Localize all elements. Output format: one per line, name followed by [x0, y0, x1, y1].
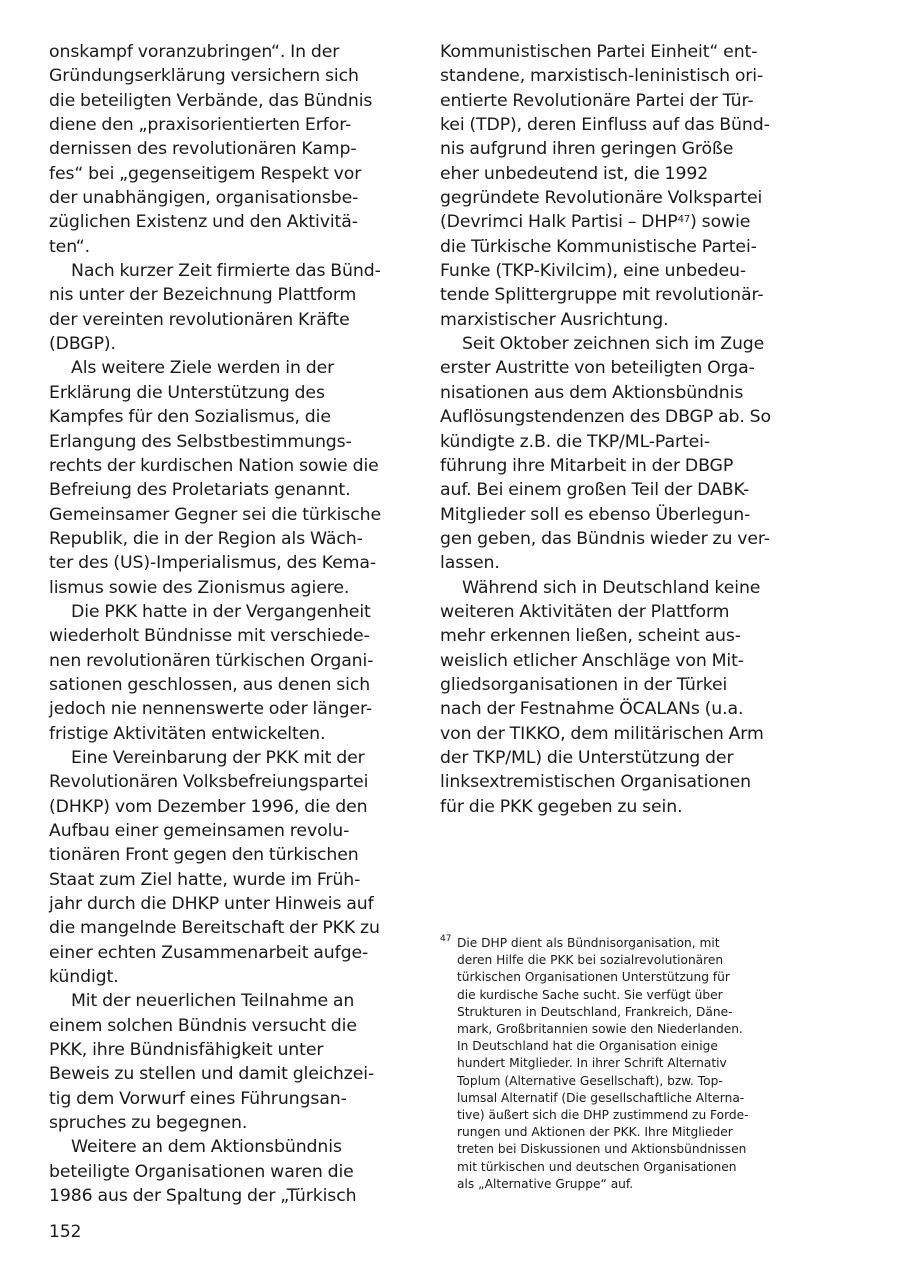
text-line: Gemeinsamer Gegner sei die türkische	[49, 504, 382, 525]
paragraph	[49, 989, 405, 1135]
text-line: jedoch nie nennenswerte oder länger-	[49, 699, 373, 720]
text-line: Die DHP dient als Bündnisorganisation, mit	[457, 936, 720, 950]
text-line: (DBGP).	[49, 334, 116, 355]
text-line: lassen.	[440, 553, 500, 574]
text-line: linksextremistischen Organisationen	[440, 772, 752, 793]
text-line: gen geben, das Bündnis wieder zu ver-	[440, 528, 770, 549]
text-line: weislich etlicher Anschläge von Mit-	[440, 650, 744, 671]
page-number: 152	[49, 1222, 82, 1242]
text-line: PKK, ihre Bündnisfähigkeit unter	[49, 1040, 324, 1061]
text-line: spruches zu begegnen.	[49, 1113, 248, 1134]
text-line: fes“ bei „gegenseitigem Respekt vor	[49, 163, 362, 184]
text-line: gegründete Revolutionäre Volkspartei	[440, 188, 763, 209]
text-line: Revolutionären Volksbefreiungspartei	[49, 772, 369, 793]
text-line: führung ihre Mitarbeit in der DBGP	[440, 455, 734, 476]
text-line: Auflösungstendenzen des DBGP ab. So	[440, 407, 772, 428]
text-line: weiteren Aktivitäten der Plattform	[440, 601, 730, 622]
text-line: mehr erkennen ließen, scheint aus-	[440, 626, 741, 647]
text-line: onskampf voranzubringen“. In der	[49, 42, 340, 62]
text-line: für die PKK gegeben zu sein.	[440, 796, 683, 817]
text-line: lumsal Alternatif (Die gesellschaftliche Alterna-	[457, 1090, 745, 1105]
text-line: fristige Aktivitäten entwickelten.	[49, 723, 326, 744]
text-line: rechts der kurdischen Nation sowie die	[49, 455, 379, 476]
text-line: Mit der neuerlichen Teilnahme an	[71, 991, 355, 1012]
paragraph	[49, 356, 405, 599]
text-line: Toplum (Alternative Gesellschaft), bzw. Top-	[457, 1073, 723, 1088]
text-line: Kommunistischen Partei Einheit“ ent-	[440, 42, 758, 62]
text-line: die mangelnde Bereitschaft der PKK zu	[49, 918, 380, 939]
paragraph	[49, 40, 405, 259]
footnote	[440, 935, 820, 1193]
text-line: mark, Großbritannien sowie den Niederlanden.	[457, 1022, 743, 1037]
text-line: eher unbedeutend ist, die 1992	[440, 163, 709, 184]
text-line: Strukturen in Deutschland, Frankreich, Däne-	[457, 1004, 733, 1019]
text-line: als „Alternative Gruppe“ auf.	[457, 1176, 634, 1191]
text-line: Beweis zu stellen und damit gleichzei-	[49, 1064, 375, 1085]
text-line: tive) äußert sich die DHP zustimmend zu Forde-	[457, 1108, 749, 1123]
text-line: wiederholt Bündnisse mit verschiede-	[49, 626, 370, 647]
text-line: auf. Bei einem großen Teil der DABK-	[440, 480, 750, 501]
text-line: dernissen des revolutionären Kamp-	[49, 139, 357, 160]
text-line: Funke (TKP-Kivilcim), eine unbedeu-	[440, 261, 746, 282]
footnote-text	[457, 935, 820, 1193]
text-line: einer echten Zusammenarbeit aufge-	[49, 942, 369, 963]
text-line: Gründungserklärung versichern sich	[49, 66, 359, 87]
text-line: entierte Revolutionäre Partei der Tür-	[440, 90, 754, 111]
text-line: nis aufgrund ihren geringen Größe	[440, 139, 734, 160]
text-line: nis unter der Bezeichnung Plattform	[49, 285, 357, 306]
text-line: sationen geschlossen, aus denen sich	[49, 674, 371, 695]
text-line: der unabhängigen, organisationsbe-	[49, 188, 359, 209]
text-line: lismus sowie des Zionismus agiere.	[49, 577, 350, 598]
text-line: der TKP/ML) die Unterstützung der	[440, 747, 734, 768]
paragraph	[49, 600, 405, 746]
text-line: gliedsorganisationen in der Türkei	[440, 674, 728, 695]
text-line: Erklärung die Unterstützung des	[49, 382, 325, 403]
text-line: die beteiligten Verbände, das Bündnis	[49, 90, 373, 111]
text-line: die Türkische Kommunistische Partei-	[440, 236, 757, 257]
text-line: Seit Oktober zeichnen sich im Zuge	[462, 334, 765, 355]
text-line: nisationen aus dem Aktionsbündnis	[440, 382, 744, 403]
text-line: züglichen Existenz und den Aktivitä-	[49, 212, 358, 233]
text-line: marxistischer Ausrichtung.	[440, 309, 669, 330]
text-line	[440, 210, 800, 234]
text-line: Aufbau einer gemeinsamen revolu-	[49, 821, 350, 841]
text-line: mit türkischen und deutschen Organisationen	[457, 1159, 737, 1174]
text-line: rungen und Aktionen der PKK. Ihre Mitglieder	[457, 1125, 733, 1140]
text-line: Während sich in Deutschland keine	[462, 577, 761, 598]
text-line: Als weitere Ziele werden in der	[71, 358, 335, 379]
text-line: Die PKK hatte in der Vergangenheit	[71, 601, 371, 622]
text-line: Mitglieder soll es ebenso Überlegun-	[440, 504, 751, 525]
text-line-fragment: ) sowie	[690, 212, 751, 233]
text-line: Befreiung des Proletariats genannt.	[49, 480, 351, 501]
text-line: ten“.	[49, 236, 91, 257]
paragraph	[440, 40, 800, 332]
text-line: Staat zum Ziel hatte, wurde im Früh-	[49, 869, 361, 890]
text-line: kündigte z.B. die TKP/ML-Partei-	[440, 431, 711, 452]
text-line: Republik, die in der Region als Wäch-	[49, 528, 363, 549]
text-line: Eine Vereinbarung der PKK mit der	[71, 747, 365, 768]
text-line: kündigt.	[49, 967, 119, 988]
paragraph	[440, 576, 800, 819]
text-line: (DHKP) vom Dezember 1996, die den	[49, 796, 368, 817]
text-line: standene, marxistisch-leninistisch ori-	[440, 66, 764, 87]
text-line: nen revolutionären türkischen Organi-	[49, 650, 374, 671]
footnote-number: 47	[440, 934, 452, 944]
text-line: türkischen Organisationen Unterstützung für	[457, 970, 730, 985]
right-column	[440, 40, 800, 819]
text-line: einem solchen Bündnis versucht die	[49, 1015, 357, 1036]
text-line: tionären Front gegen den türkischen	[49, 845, 359, 866]
text-line: Weitere an dem Aktionsbündnis	[71, 1137, 342, 1158]
text-line: hundert Mitglieder. In ihrer Schrift Alternativ	[457, 1056, 727, 1071]
footnote-reference: 47	[677, 214, 691, 226]
text-line: Erlangung des Selbstbestimmungs-	[49, 431, 352, 452]
paragraph	[49, 746, 405, 989]
text-line: In Deutschland hat die Organisation einige	[457, 1039, 718, 1054]
text-line: diene den „praxisorientierten Erfor-	[49, 115, 352, 136]
text-line: von der TIKKO, dem militärischen Arm	[440, 723, 764, 744]
paragraph	[440, 332, 800, 575]
text-line: ter des (US)-Imperialismus, des Kema-	[49, 553, 377, 574]
text-line: die kurdische Sache sucht. Sie verfügt über	[457, 987, 723, 1002]
text-line: deren Hilfe die PKK bei sozialrevolutionären	[457, 953, 724, 968]
text-line: 1986 aus der Spaltung der „Türkisch	[49, 1186, 357, 1207]
text-line: tende Splittergruppe mit revolutionär-	[440, 285, 764, 306]
text-line: Kampfes für den Sozialismus, die	[49, 407, 331, 428]
text-line: erster Austritte von beteiligten Orga-	[440, 358, 755, 379]
text-line: Nach kurzer Zeit firmierte das Bünd-	[71, 261, 381, 282]
text-line: jahr durch die DHKP unter Hinweis auf	[49, 894, 374, 915]
text-line: der vereinten revolutionären Kräfte	[49, 309, 350, 330]
text-line: tig dem Vorwurf eines Führungsan-	[49, 1088, 347, 1109]
text-line-fragment: (Devrimci Halk Partisi – DHP	[440, 212, 678, 233]
text-line: treten bei Diskussionen und Aktionsbündnissen	[457, 1142, 747, 1157]
text-line: kei (TDP), deren Einfluss auf das Bünd-	[440, 115, 770, 136]
left-column	[49, 40, 405, 1209]
paragraph	[49, 1135, 405, 1208]
paragraph	[49, 259, 405, 356]
text-line: nach der Festnahme ÖCALANs (u.a.	[440, 699, 744, 720]
text-line: beteiligte Organisationen waren die	[49, 1161, 354, 1182]
